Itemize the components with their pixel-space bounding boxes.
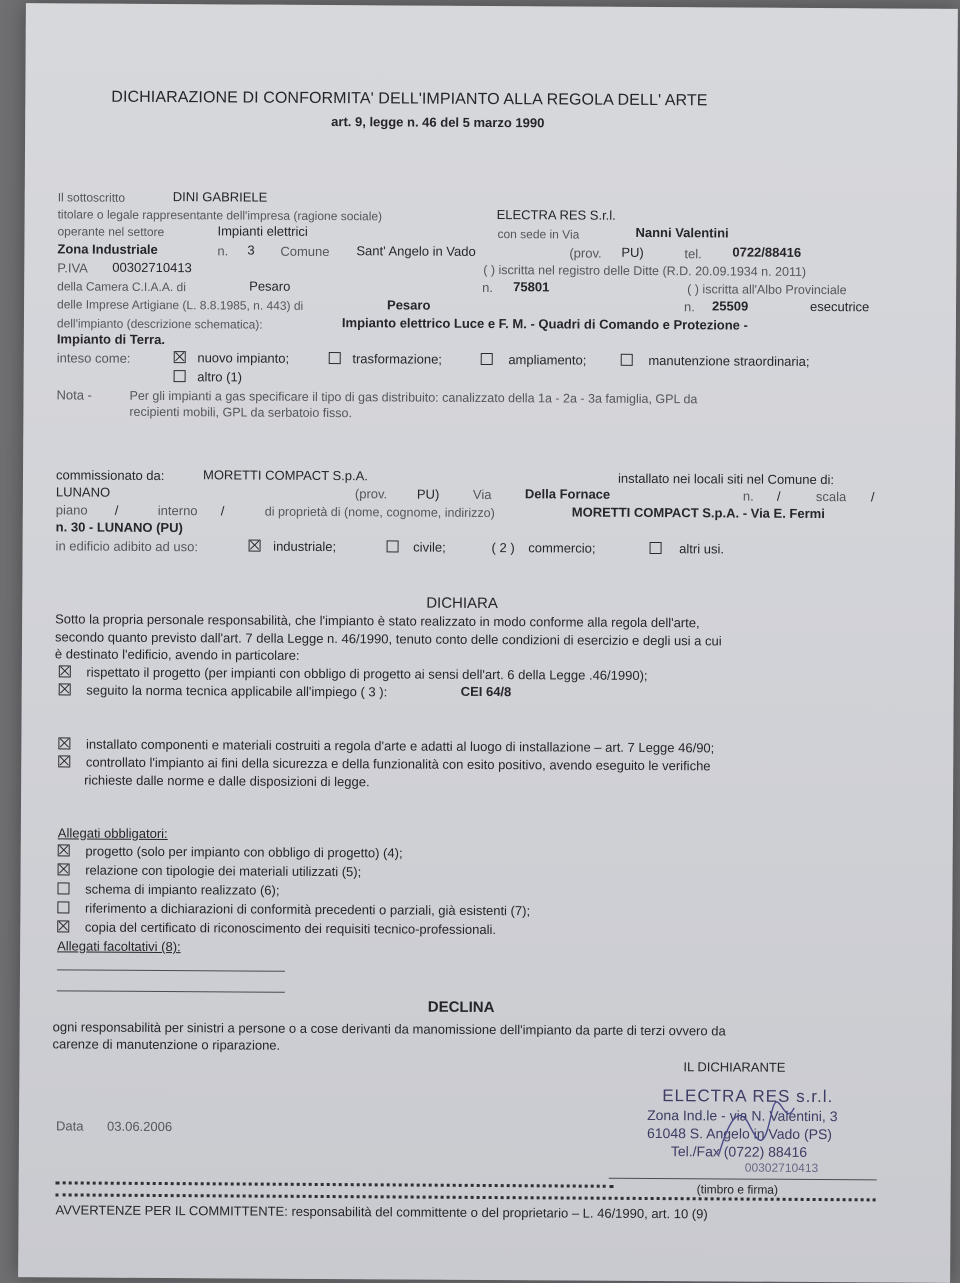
- checkbox-empty-icon: [174, 370, 186, 382]
- document-title: DICHIARAZIONE DI CONFORMITA' DELL'IMPIANTO ALLA REGOLA DELL' ARTE: [111, 88, 708, 110]
- dichiara-item-4-cont: richieste dalle norme e dalle disposizioni di legge.: [84, 772, 370, 790]
- client-scala: /: [870, 489, 875, 505]
- impianto-line-1: Impianto elettrico Luce e F. M. - Quadri di Comando e Protezione -: [341, 315, 748, 333]
- dichiara-para-2: secondo quanto previsto dall'art. 7 della Legge n. 46/1990, tenuto conto delle condizioni di esercizio e degli usi a cui: [54, 629, 722, 649]
- checkbox-checked-icon: [58, 755, 70, 767]
- data-value: 03.06.2006: [106, 1118, 173, 1135]
- settore-value: Impianti elettrici: [217, 223, 308, 239]
- intent-option-altro: [174, 369, 243, 385]
- stamp-line-5: 00302710413: [744, 1160, 819, 1176]
- stamp-line-4: Tel./Fax (0722) 88416: [670, 1143, 808, 1160]
- checkbox-checked-icon: [57, 920, 69, 932]
- dichiara-para-1: Sotto la propria personale responsabilità, che l'impianto è stato realizzato in modo conforme alla regola dell'arte,: [55, 611, 700, 631]
- comune-value: Sant' Angelo in Vado: [356, 243, 476, 259]
- label-sede: con sede in Via: [497, 227, 580, 242]
- artigiane-value: Pesaro: [387, 297, 431, 313]
- allegato-item-1: [58, 843, 403, 861]
- dichiara-item-2-text: seguito la norma tecnica applicabile all'impiego ( 3 ):: [86, 682, 388, 700]
- numero-value: 3: [247, 242, 255, 258]
- allegati-facoltativi: Allegati facoltativi (8):: [57, 938, 181, 955]
- tel-value: 0722/88416: [732, 244, 802, 260]
- note-line-1: Per gli impianti a gas specificare il tipo di gas distribuito: canalizzato della 1a - 2a - 3a famiglia, GPL da: [129, 388, 698, 407]
- client-label-n: n.: [742, 488, 754, 504]
- use-label-civile: civile;: [413, 539, 446, 555]
- allegato-item-2: [58, 862, 362, 880]
- allegato-item-3-text: schema di impianto realizzato (6);: [85, 881, 280, 898]
- allegato-item-4: [57, 900, 530, 919]
- client-label-proprieta: di proprietà di (nome, cognome, indirizzo): [264, 504, 495, 521]
- allegato-item-1-text: progetto (solo per impianto con obbligo di progetto) (4);: [85, 843, 403, 861]
- client-label-prov: (prov.: [354, 486, 388, 502]
- intent-option-nuovo: [174, 350, 290, 367]
- use-label-commercio: commercio;: [528, 540, 596, 556]
- label-commissionato: commissionato da:: [55, 467, 165, 484]
- label-tel: tel.: [684, 246, 702, 262]
- commissionato-value: MORETTI COMPACT S.p.A.: [202, 467, 369, 484]
- dichiara-item-4-text: controllato l'impianto ai fini della sicurezza e della funzionalità con esito positivo, avendo eseguito le verifiche: [85, 754, 711, 774]
- label-n2: n.: [482, 279, 494, 296]
- label-n3: n.: [684, 299, 695, 315]
- client-n: /: [776, 488, 781, 504]
- declina-line-2: carenze di manutenzione o riparazione.: [52, 1036, 281, 1053]
- client-label-piano: piano: [55, 502, 88, 518]
- use-mark-commercio: ( 2 ): [491, 540, 515, 556]
- facoltativi-line-2: [57, 990, 285, 992]
- note-label: Nota -: [56, 387, 92, 403]
- impianto-line-2: Impianto di Terra.: [56, 331, 166, 348]
- prov-value: PU): [621, 244, 644, 260]
- checkbox-empty-icon: [57, 901, 69, 913]
- stamp-line-3: 61048 S. Angelo in Vado (PS): [646, 1124, 833, 1143]
- client-prov: PU): [416, 486, 440, 502]
- note-line-2: recipienti mobili, GPL da serbatoio fisso.: [129, 404, 353, 421]
- allegato-item-2-text: relazione con tipologie dei materiali utilizzati (5);: [85, 862, 362, 880]
- dichiara-item-3: [58, 736, 714, 756]
- dichiara-item-1-text: rispettato il progetto (per impianti con obbligo di progetto ai sensi dell'art. 6 della Legge .46/1990);: [86, 664, 648, 683]
- declina-line-1: ogni responsabilità per sinistri a persone o a cose derivanti da manomissione dell'impianto da parte di terzi ovvero da: [52, 1019, 726, 1039]
- stamp-line-1: ELECTRA RES s.r.l.: [662, 1086, 834, 1107]
- checkbox-checked-icon: [249, 540, 261, 552]
- proprieta-line-1: MORETTI COMPACT S.p.A. - Via E. Fermi: [571, 504, 825, 522]
- checkbox-checked-icon: [58, 737, 70, 749]
- signature-scribble: [709, 1099, 799, 1160]
- allegato-item-5-text: copia del certificato di riconoscimento dei requisiti tecnico-professionali.: [84, 919, 497, 938]
- timbro-label: (timbro e firma): [696, 1182, 779, 1197]
- label-settore: operante nel settore: [57, 224, 165, 240]
- client-interno: /: [220, 503, 225, 519]
- dichiara-item-3-text: installato componenti e materiali costruiti a regola d'arte e adatti al luogo di installazione – art. 7 Legge 46/90;: [85, 736, 715, 756]
- use-label-industriale: industriale;: [273, 538, 337, 555]
- checkbox-empty-icon: [57, 882, 69, 894]
- checkbox-checked-icon: [58, 844, 70, 856]
- document-sheet: [18, 3, 958, 1283]
- intent-label-trasformazione: trasformazione;: [352, 351, 442, 367]
- data-label: Data: [55, 1118, 84, 1134]
- label-installato: installato nei locali siti nel Comune di:: [617, 470, 835, 488]
- checkbox-empty-icon: [481, 353, 493, 365]
- client-label-scala: scala: [815, 489, 847, 505]
- intent-option-ampliamento: [481, 352, 587, 369]
- allegati-heading: Allegati obbligatori:: [57, 825, 168, 842]
- dichiara-para-3: è destinato l'edificio, avendo in particolare:: [54, 646, 300, 663]
- checkbox-checked-icon: [59, 683, 71, 695]
- norma-value: CEI 64/8: [460, 683, 512, 700]
- intent-label-nuovo: nuovo impianto;: [197, 350, 290, 366]
- label-impianto: dell'impianto (descrizione schematica):: [56, 316, 263, 332]
- label-sottoscritto: Il sottoscritto: [57, 190, 126, 205]
- checkbox-empty-icon: [650, 542, 662, 554]
- dichiara-item-4: [58, 754, 710, 774]
- label-artigiane: delle Imprese Artigiane (L. 8.8.1985, n. 443) di: [57, 297, 304, 313]
- dichiarante-label: IL DICHIARANTE: [683, 1059, 786, 1075]
- company-name: ELECTRA RES S.r.l.: [496, 207, 616, 223]
- client-label-via: Via: [472, 486, 492, 503]
- label-titolare: titolare o legale rappresentante dell'impresa (ragione sociale): [57, 207, 383, 224]
- label-prov: (prov.: [569, 245, 602, 261]
- checkbox-empty-icon: [621, 354, 633, 366]
- use-civile: [387, 539, 446, 555]
- label-camera: della Camera C.I.A.A. di: [57, 279, 186, 295]
- use-commercio: [492, 540, 596, 557]
- use-label-altri: altri usi.: [679, 541, 725, 557]
- allegato-item-5: [57, 919, 496, 938]
- checkbox-empty-icon: [387, 540, 399, 552]
- facoltativi-line-1: [57, 969, 285, 971]
- checkbox-checked-icon: [59, 665, 71, 677]
- intent-option-trasformazione: [329, 351, 442, 368]
- stamp-line-2: Zona Ind.le - via N. Valentini, 3: [647, 1106, 838, 1125]
- checkbox-checked-icon: [174, 351, 186, 363]
- artigiane-n-value: 25509: [712, 298, 749, 314]
- sede-via: Nanni Valentini: [635, 224, 729, 241]
- use-altri: [650, 541, 725, 557]
- dichiara-item-1: [59, 664, 648, 684]
- zona-value: Zona Industriale: [57, 241, 158, 257]
- proprieta-line-2: n. 30 - LUNANO (PU): [55, 519, 183, 536]
- footer-avvertenze: AVVERTENZE PER IL COMMITTENTE: responsabilità del committente o del proprietario – L. 46/1990, art. 10 (9): [55, 1202, 708, 1222]
- albo-provinciale: ( ) iscritta all'Albo Provinciale: [687, 282, 847, 298]
- camera-value: Pesaro: [249, 278, 291, 294]
- label-edificio: in edificio adibito ad uso:: [55, 538, 199, 555]
- label-inteso: inteso come:: [56, 350, 131, 366]
- camera-n-value: 75801: [513, 279, 550, 295]
- use-industriale: [249, 539, 337, 556]
- signature-line: [609, 1178, 877, 1181]
- checkbox-empty-icon: [329, 352, 341, 364]
- registro-ditte: ( ) iscritta nel registro delle Ditte (R.D. 20.09.1934 n. 2011): [483, 262, 807, 279]
- label-n: n.: [217, 243, 229, 259]
- esecutrice-label: esecutrice: [810, 298, 870, 315]
- client-via: Della Fornace: [524, 486, 611, 502]
- declina-heading: DECLINA: [427, 998, 495, 1017]
- client-piano: /: [114, 502, 119, 518]
- declarant-name: DINI GABRIELE: [172, 189, 268, 205]
- intent-option-manutenzione: [621, 353, 810, 370]
- label-comune: Comune: [280, 243, 330, 260]
- document-subtitle: art. 9, legge n. 46 del 5 marzo 1990: [331, 114, 545, 131]
- dichiara-heading: DICHIARA: [426, 594, 498, 613]
- client-label-interno: interno: [157, 502, 198, 519]
- intent-label-altro: altro (1): [197, 369, 243, 385]
- dichiara-item-2: [59, 682, 388, 700]
- footer-dotted-line-1: [56, 1181, 614, 1187]
- intent-label-manutenzione: manutenzione straordinaria;: [648, 352, 810, 369]
- label-piva: P.IVA: [57, 260, 88, 276]
- intent-label-ampliamento: ampliamento;: [508, 352, 587, 368]
- checkbox-checked-icon: [58, 863, 70, 875]
- piva-value: 00302710413: [112, 259, 192, 276]
- client-comune: LUNANO: [55, 484, 111, 500]
- allegato-item-4-text: riferimento a dichiarazioni di conformità precedenti o parziali, già esistenti (7);: [84, 900, 531, 919]
- allegato-item-3: [57, 881, 279, 898]
